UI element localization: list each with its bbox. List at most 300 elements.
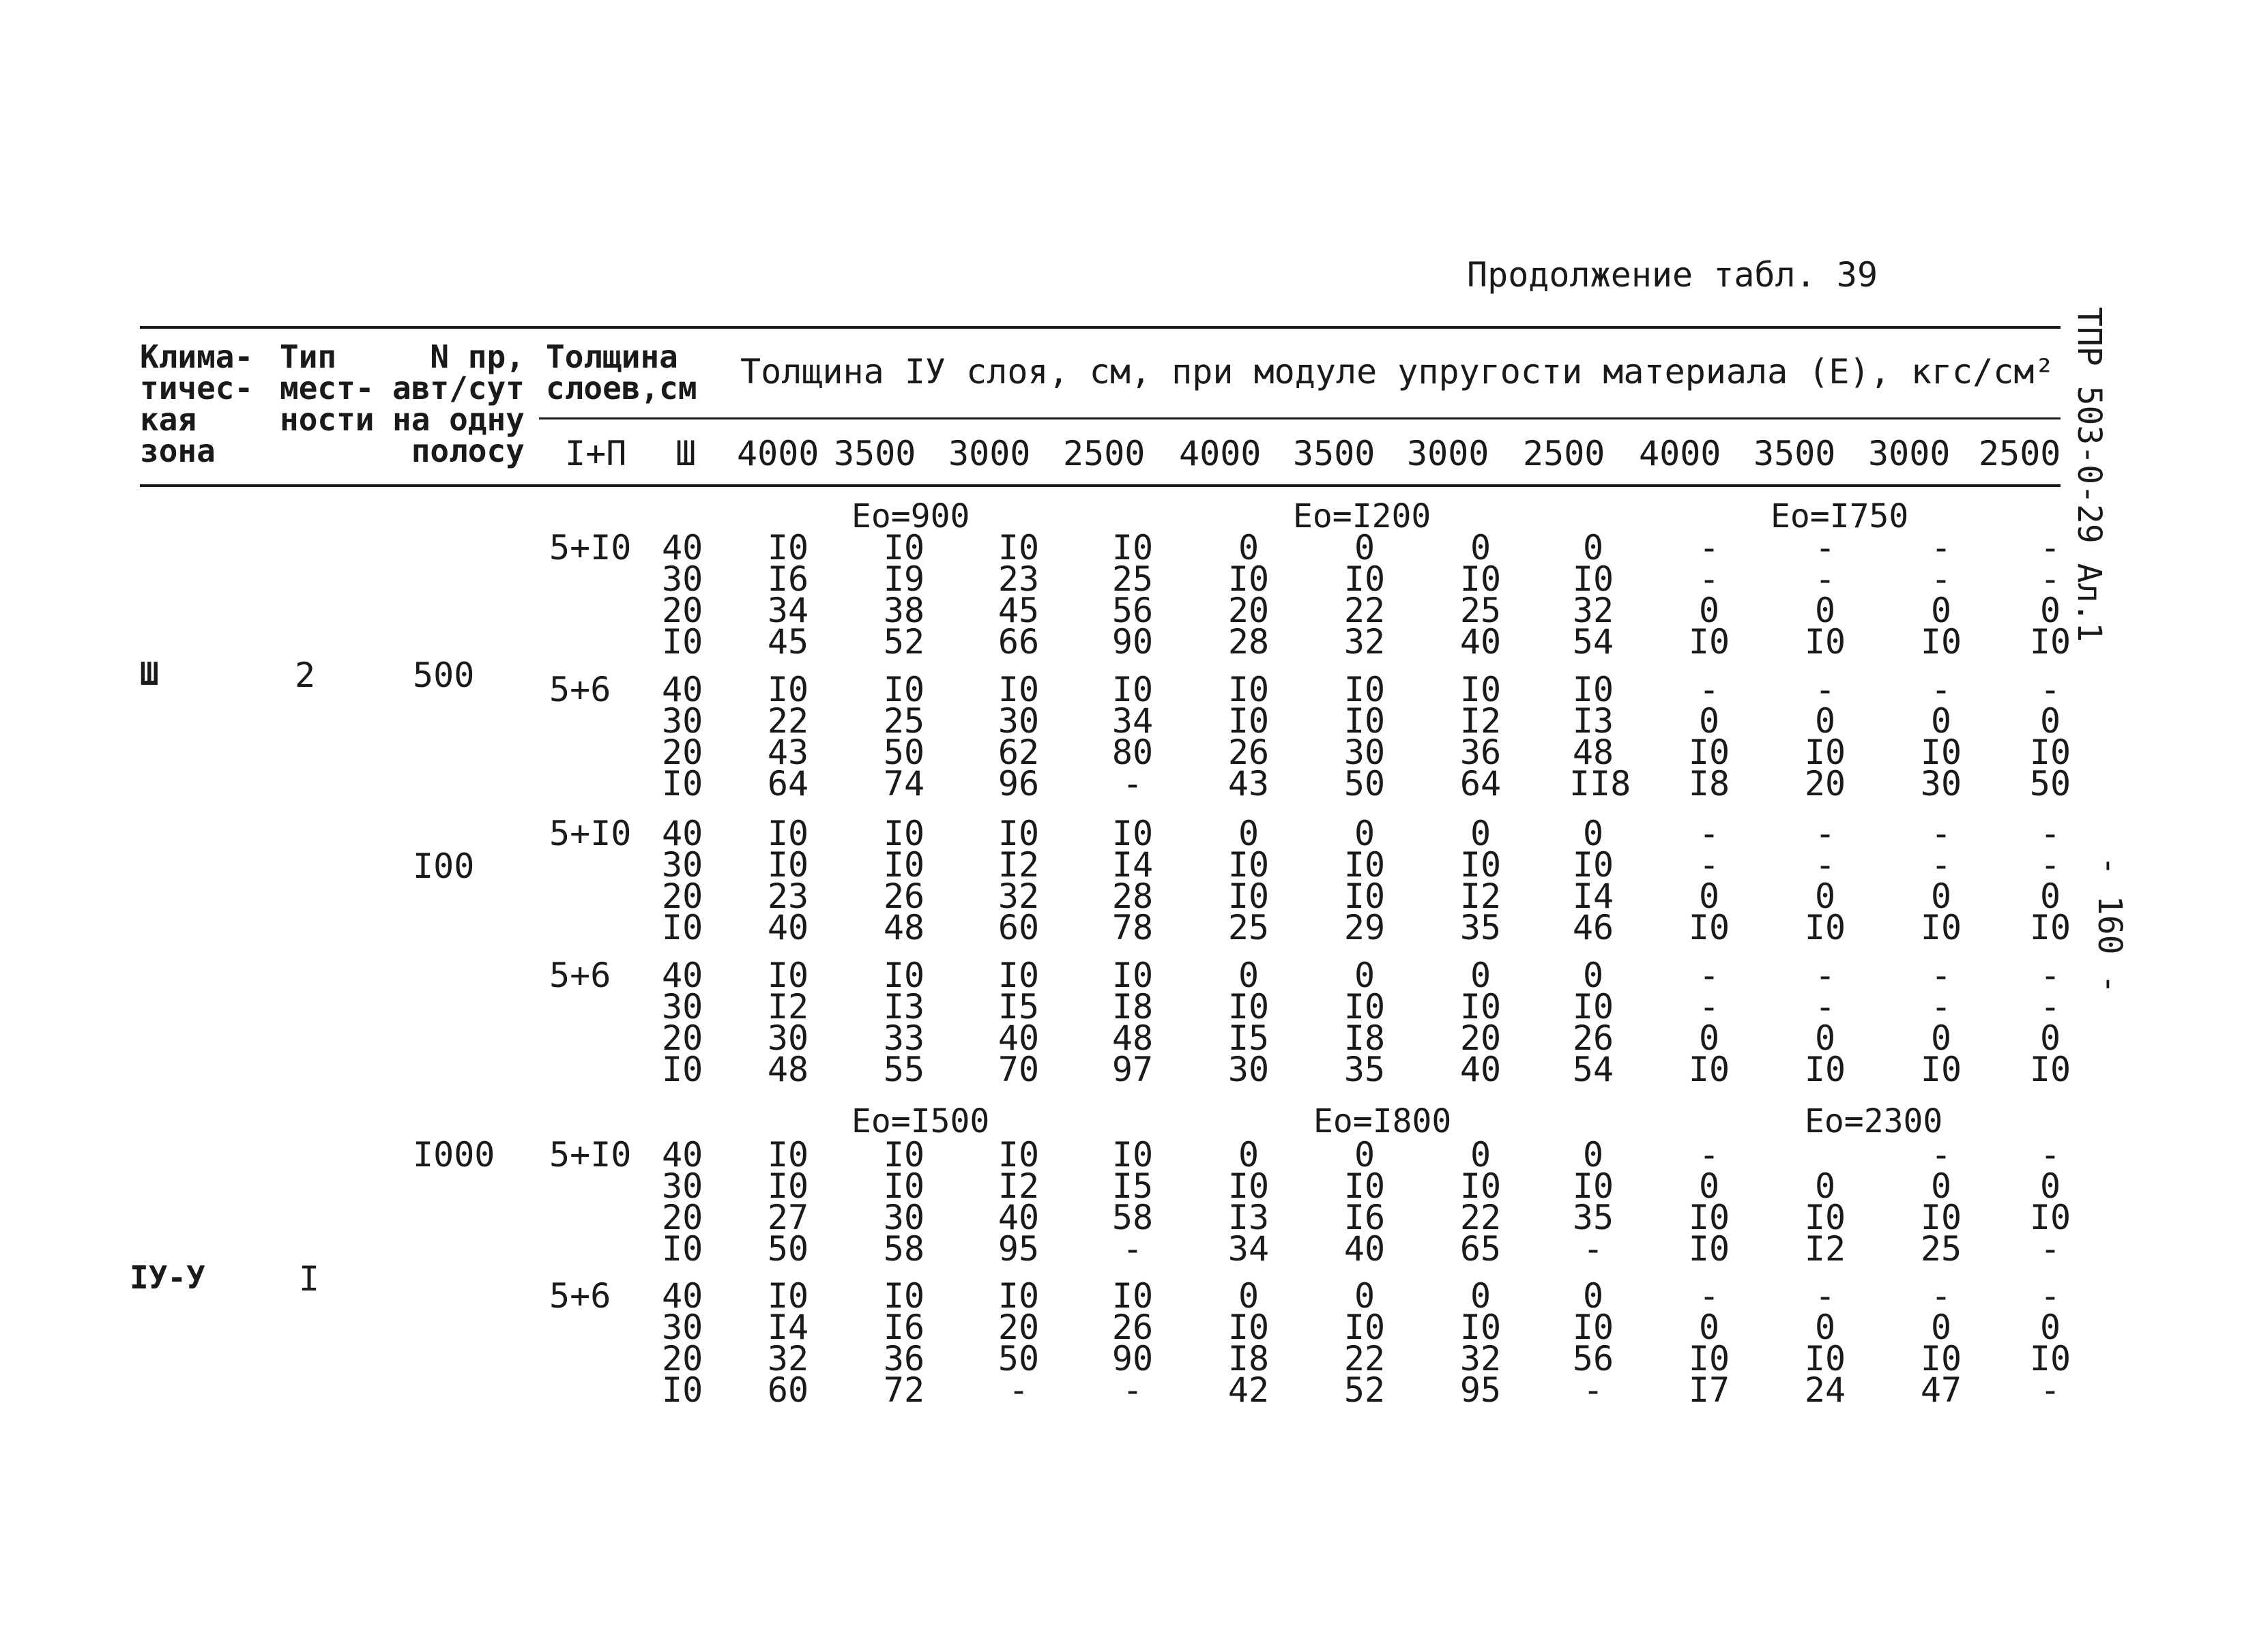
table-cell: 40 <box>662 956 703 995</box>
table-cell: 20 <box>1804 764 1846 803</box>
table-cell: I2 <box>998 845 1040 885</box>
table-cell: I0 <box>1459 559 1502 599</box>
table-cell: I0 <box>1459 1308 1502 1347</box>
table-cell: I0 <box>1688 733 1730 772</box>
table-cell: I0 <box>1572 670 1614 709</box>
table-cell: 40 <box>662 1135 703 1175</box>
document-code: ТПР 503-0-29 Ал.1 <box>2070 307 2108 643</box>
table-cell: 50 <box>767 1229 809 1269</box>
table-cell: I0 <box>1688 1339 1730 1378</box>
table-cell: 30 <box>883 1198 925 1237</box>
eo-label-bottom-3: Eo=2300 <box>1805 1102 1943 1140</box>
layer-thickness-label: 5+I0 <box>549 1135 632 1175</box>
table-cell: 42 <box>1227 1370 1270 1410</box>
table-cell: 40 <box>662 1276 703 1316</box>
table-cell: 0 <box>1470 956 1491 995</box>
table-cell: I0 <box>1227 670 1270 709</box>
table-cell: - <box>1814 987 1836 1027</box>
header-layer-thickness: Толщина слоев,см <box>546 338 697 407</box>
table-cell: I0 <box>1227 1308 1270 1347</box>
table-cell: 30 <box>1343 733 1386 772</box>
table-cell: 95 <box>1459 1370 1502 1410</box>
table-cell: 26 <box>883 876 925 916</box>
table-cell: 35 <box>1343 1050 1386 1089</box>
table-cell: 50 <box>2029 764 2071 803</box>
table-cell: I0 <box>1227 701 1270 741</box>
table-cell: 0 <box>2039 701 2061 741</box>
table-cell: 56 <box>1111 591 1154 630</box>
traffic-500: 500 <box>413 655 475 695</box>
table-cell: 0 <box>2039 1166 2061 1206</box>
layer-thickness-label: 5+6 <box>549 1276 611 1316</box>
table-cell: I0 <box>767 814 809 853</box>
header-zone: Клима- тичес- кая зона <box>140 338 254 469</box>
table-cell: 95 <box>998 1229 1040 1269</box>
table-cell: I0 <box>1804 622 1846 662</box>
table-cell: - <box>1930 987 1952 1027</box>
table-cell: I0 <box>1459 987 1502 1027</box>
table-cell: I0 <box>767 956 809 995</box>
table-cell: I0 <box>1459 670 1502 709</box>
layer-thickness-label: 5+6 <box>549 956 611 995</box>
table-cell: I0 <box>1920 1339 1962 1378</box>
table-cell: - <box>1930 956 1952 995</box>
table-cell: I0 <box>1343 559 1386 599</box>
table-cell: 48 <box>1111 1018 1154 1058</box>
table-cell: I0 <box>1227 987 1270 1027</box>
table-cell: I7 <box>1688 1370 1730 1410</box>
traffic-1000: I000 <box>413 1135 495 1175</box>
table-cell: 30 <box>998 701 1040 741</box>
eo-label-bottom-2: Eo=I800 <box>1313 1102 1452 1140</box>
table-cell: I0 <box>1111 670 1154 709</box>
table-cell: - <box>2039 845 2061 885</box>
table-cell: 20 <box>662 1018 703 1058</box>
table-cell: I0 <box>1227 876 1270 916</box>
table-cell: 27 <box>767 1198 809 1237</box>
layer-thickness-label: 5+I0 <box>549 528 632 567</box>
table-cell: I0 <box>1572 559 1614 599</box>
table-cell: I4 <box>1111 845 1154 885</box>
table-cell: 50 <box>1343 764 1386 803</box>
table-cell: 0 <box>1582 956 1604 995</box>
table-cell: 40 <box>998 1198 1040 1237</box>
table-cell: 34 <box>1111 701 1154 741</box>
table-cell: - <box>2039 1229 2061 1269</box>
table-cell: 65 <box>1459 1229 1502 1269</box>
table-cell: 20 <box>662 591 703 630</box>
table-cell: 0 <box>2039 1018 2061 1058</box>
table-cell: 48 <box>1572 733 1614 772</box>
table-cell: 96 <box>998 764 1040 803</box>
table-cell: 30 <box>662 1308 703 1347</box>
table-cell: 0 <box>1354 528 1375 567</box>
table-cell: 22 <box>1459 1198 1502 1237</box>
table-cell: I0 <box>883 845 925 885</box>
table-cell: - <box>2039 1370 2061 1410</box>
table-cell: 40 <box>1459 1050 1502 1089</box>
table-cell: 0 <box>1354 814 1375 853</box>
table-cell: 26 <box>1111 1308 1154 1347</box>
table-cell: I0 <box>1343 1166 1386 1206</box>
table-cell: 0 <box>1814 701 1836 741</box>
table-cell: 20 <box>662 733 703 772</box>
layer-thickness-label: 5+I0 <box>549 814 632 853</box>
table-cell: 26 <box>1227 733 1270 772</box>
table-cell: I0 <box>767 528 809 567</box>
table-cell: I0 <box>998 1276 1040 1316</box>
table-cell: 60 <box>998 908 1040 947</box>
header-traffic: N пр, авт/сут на одну полосу <box>392 338 525 469</box>
table-cell: - <box>1698 845 1720 885</box>
table-cell: I8 <box>1227 1339 1270 1378</box>
table-cell: - <box>1122 764 1144 803</box>
table-cell: I5 <box>998 987 1040 1027</box>
table-cell: 0 <box>2039 1308 2061 1347</box>
table-cell: - <box>1582 1370 1604 1410</box>
table-cell: 20 <box>662 1339 703 1378</box>
table-cell: 60 <box>767 1370 809 1410</box>
table-cell: I5 <box>1227 1018 1270 1058</box>
table-cell: - <box>1814 1276 1836 1316</box>
table-cell: 30 <box>662 987 703 1027</box>
table-cell: 29 <box>1343 908 1386 947</box>
table-cell: 50 <box>883 733 925 772</box>
table-cell: 0 <box>1698 1018 1720 1058</box>
table-cell: I0 <box>1688 1198 1730 1237</box>
table-cell: - <box>1698 814 1720 853</box>
table-cell: 0 <box>1930 876 1952 916</box>
table-cell: I6 <box>767 559 809 599</box>
table-cell: I0 <box>1111 1135 1154 1175</box>
table-cell: I0 <box>662 1370 703 1410</box>
table-cell: I3 <box>883 987 925 1027</box>
table-cell: 40 <box>1459 622 1502 662</box>
table-cell: 0 <box>1814 1018 1836 1058</box>
table-cell: 0 <box>1470 528 1491 567</box>
table-cell: 20 <box>662 876 703 916</box>
eo-label-bottom-1: Eo=I500 <box>851 1102 990 1140</box>
table-cell: - <box>1122 1370 1144 1410</box>
table-cell: 78 <box>1111 908 1154 947</box>
table-cell: I0 <box>1920 622 1962 662</box>
table-cell: - <box>1814 845 1836 885</box>
table-cell: 0 <box>1582 814 1604 853</box>
zone-label-3: Ш <box>140 655 159 692</box>
eo-label-top-1: Eo=900 <box>851 497 970 535</box>
table-cell: I3 <box>1572 701 1614 741</box>
table-cell: I0 <box>1572 1166 1614 1206</box>
table-cell: I0 <box>1920 1050 1962 1089</box>
table-cell: - <box>1814 956 1836 995</box>
table-cell: 0 <box>2039 591 2061 630</box>
table-cell: I0 <box>1343 701 1386 741</box>
table-cell: I0 <box>1343 1308 1386 1347</box>
table-cell: I0 <box>767 1276 809 1316</box>
table-cell: 25 <box>1920 1229 1962 1269</box>
table-cell: 36 <box>1459 733 1502 772</box>
table-cell: 32 <box>1343 622 1386 662</box>
table-cell: I5 <box>1111 1166 1154 1206</box>
zone-label-4-5: IУ-У <box>130 1259 205 1296</box>
table-cell: 25 <box>1227 908 1270 947</box>
table-cell: - <box>1698 956 1720 995</box>
table-cell: I4 <box>1572 876 1614 916</box>
traffic-100: I00 <box>413 846 475 886</box>
table-cell: I0 <box>998 956 1040 995</box>
table-cell: 0 <box>1930 1308 1952 1347</box>
table-cell: - <box>1930 1276 1952 1316</box>
table-cell: I0 <box>998 814 1040 853</box>
table-cell: 48 <box>883 908 925 947</box>
table-cell: I0 <box>662 908 703 947</box>
table-cell: - <box>2039 528 2061 567</box>
table-cell: 74 <box>883 764 925 803</box>
table-cell: I0 <box>1111 956 1154 995</box>
table-cell: I0 <box>1572 1308 1614 1347</box>
table-cell: 30 <box>662 1166 703 1206</box>
header-modulus: 2500 <box>1523 434 1605 473</box>
table-cell: 56 <box>1572 1339 1614 1378</box>
table-cell: 97 <box>1111 1050 1154 1089</box>
table-cell: 0 <box>1814 876 1836 916</box>
table-caption: Продолжение табл. 39 <box>1467 255 1878 295</box>
table-cell: - <box>2039 1135 2061 1175</box>
header-sublayer-1-2: I+П <box>565 434 627 473</box>
table-cell: - <box>1122 1229 1144 1269</box>
header-modulus: 3000 <box>948 434 1031 473</box>
table-cell: I2 <box>767 987 809 1027</box>
table-cell: 20 <box>1459 1018 1502 1058</box>
table-cell: - <box>2039 987 2061 1027</box>
terrain-type-1: I <box>299 1259 320 1299</box>
table-cell: 0 <box>1238 528 1259 567</box>
table-cell: I0 <box>662 1229 703 1269</box>
table-cell: I0 <box>1459 1166 1502 1206</box>
table-cell: - <box>2039 814 2061 853</box>
table-cell: I0 <box>2029 1198 2071 1237</box>
table-cell: 0 <box>1582 1276 1604 1316</box>
table-cell: 0 <box>1814 1166 1836 1206</box>
table-cell: 30 <box>662 845 703 885</box>
table-cell: 0 <box>1238 1276 1259 1316</box>
table-cell: I9 <box>883 559 925 599</box>
table-cell: 43 <box>1227 764 1270 803</box>
table-cell: I0 <box>1920 908 1962 947</box>
table-cell: 80 <box>1111 733 1154 772</box>
table-cell: 52 <box>883 622 925 662</box>
table-cell: 22 <box>767 701 809 741</box>
table-cell: 0 <box>1238 1135 1259 1175</box>
table-cell: 40 <box>767 908 809 947</box>
table-cell: - <box>2039 670 2061 709</box>
table-cell: - <box>2039 956 2061 995</box>
table-cell: 58 <box>1111 1198 1154 1237</box>
table-cell: I0 <box>1343 876 1386 916</box>
table-cell: I3 <box>1227 1198 1270 1237</box>
table-cell: 30 <box>1227 1050 1270 1089</box>
header-main-title: Толщина IУ слоя, см, при модуле упругости материала (Е), кгс/см² <box>740 352 2055 392</box>
table-cell: 66 <box>998 622 1040 662</box>
table-cell: 0 <box>1814 591 1836 630</box>
table-cell: - <box>1698 528 1720 567</box>
table-cell: - <box>1582 1229 1604 1269</box>
table-cell: I0 <box>767 670 809 709</box>
table-cell: 23 <box>767 876 809 916</box>
table-cell: 90 <box>1111 622 1154 662</box>
table-cell: I8 <box>1111 987 1154 1027</box>
table-cell: - <box>1930 1135 1952 1175</box>
header-modulus: 2500 <box>1979 434 2061 473</box>
table-cell: 40 <box>998 1018 1040 1058</box>
header-modulus: 3000 <box>1868 434 1951 473</box>
table-cell: I0 <box>1572 845 1614 885</box>
table-cell: 45 <box>767 622 809 662</box>
table-cell: 20 <box>998 1308 1040 1347</box>
table-cell: - <box>1814 559 1836 599</box>
table-cell: 0 <box>1698 876 1720 916</box>
table-cell: 20 <box>1227 591 1270 630</box>
table-cell: I0 <box>1111 1276 1154 1316</box>
table-cell: I0 <box>1343 845 1386 885</box>
table-cell: I0 <box>2029 1050 2071 1089</box>
table-cell: 35 <box>1459 908 1502 947</box>
table-cell: 0 <box>1698 1308 1720 1347</box>
table-cell: 0 <box>1930 1018 1952 1058</box>
table-cell: - <box>1930 559 1952 599</box>
table-cell: 0 <box>1354 956 1375 995</box>
table-cell: I4 <box>767 1308 809 1347</box>
table-cell: I0 <box>998 528 1040 567</box>
table-cell: I0 <box>1804 1339 1846 1378</box>
table-cell: 0 <box>1930 701 1952 741</box>
table-cell: - <box>1814 814 1836 853</box>
table-cell: 0 <box>1582 1135 1604 1175</box>
table-cell: I0 <box>1227 1166 1270 1206</box>
table-cell: 26 <box>1572 1018 1614 1058</box>
table-cell: 20 <box>662 1198 703 1237</box>
table-cell: 0 <box>1698 1166 1720 1206</box>
table-cell: I0 <box>1343 987 1386 1027</box>
table-cell: 33 <box>883 1018 925 1058</box>
table-cell: 64 <box>767 764 809 803</box>
table-cell: - <box>1930 528 1952 567</box>
table-cell: I0 <box>767 1166 809 1206</box>
table-cell: I6 <box>883 1308 925 1347</box>
table-cell: I2 <box>1804 1229 1846 1269</box>
table-cell: 0 <box>1930 591 1952 630</box>
table-cell: I0 <box>2029 733 2071 772</box>
table-cell: I0 <box>1804 733 1846 772</box>
table-cell: 45 <box>998 591 1040 630</box>
table-cell: I0 <box>1111 814 1154 853</box>
table-cell: 30 <box>662 559 703 599</box>
table-cell: 0 <box>2039 876 2061 916</box>
table-cell: I0 <box>1227 559 1270 599</box>
header-modulus: 3500 <box>1293 434 1375 473</box>
table-cell: I8 <box>1343 1018 1386 1058</box>
table-cell: I0 <box>1804 908 1846 947</box>
table-cell: 32 <box>1572 591 1614 630</box>
table-cell: 30 <box>662 701 703 741</box>
table-cell: - <box>2039 1276 2061 1316</box>
table-cell: I0 <box>1920 1198 1962 1237</box>
table-cell: 35 <box>1572 1198 1614 1237</box>
table-cell: 50 <box>998 1339 1040 1378</box>
terrain-type-2: 2 <box>295 655 316 695</box>
table-cell: 0 <box>1698 701 1720 741</box>
table-cell: 0 <box>1814 1308 1836 1347</box>
table-cell: 52 <box>1343 1370 1386 1410</box>
header-modulus: 4000 <box>1639 434 1721 473</box>
table-cell: 25 <box>883 701 925 741</box>
header-modulus: 3500 <box>834 434 916 473</box>
table-cell: 0 <box>1930 1166 1952 1206</box>
table-cell: I2 <box>1459 701 1502 741</box>
table-cell: 64 <box>1459 764 1502 803</box>
table-cell: 34 <box>767 591 809 630</box>
page-number: - 160 - <box>2091 856 2129 994</box>
table-cell: 30 <box>1920 764 1962 803</box>
table-cell: I0 <box>1688 622 1730 662</box>
table-cell: I0 <box>767 845 809 885</box>
table-cell: 36 <box>883 1339 925 1378</box>
table-cell: 0 <box>1354 1135 1375 1175</box>
table-cell: - <box>1930 845 1952 885</box>
table-cell: 70 <box>998 1050 1040 1089</box>
header-modulus: 2500 <box>1063 434 1146 473</box>
table-cell: 40 <box>662 528 703 567</box>
table-cell: I0 <box>883 1135 925 1175</box>
table-cell: - <box>1814 528 1836 567</box>
table-cell: I0 <box>2029 622 2071 662</box>
table-cell: - <box>1698 670 1720 709</box>
header-modulus: 4000 <box>737 434 819 473</box>
table-cell: 54 <box>1572 622 1614 662</box>
table-cell: I0 <box>1688 1050 1730 1089</box>
table-cell: 32 <box>767 1339 809 1378</box>
table-cell: I0 <box>1459 845 1502 885</box>
table-cell: I0 <box>883 1276 925 1316</box>
table-cell: - <box>1698 1135 1720 1175</box>
table-cell: I6 <box>1343 1198 1386 1237</box>
top-rule <box>140 326 2061 329</box>
table-cell: I0 <box>883 956 925 995</box>
table-cell: 72 <box>883 1370 925 1410</box>
table-cell: 43 <box>767 733 809 772</box>
table-cell: 22 <box>1343 1339 1386 1378</box>
header-subrule <box>539 417 2061 419</box>
table-cell: I2 <box>1459 876 1502 916</box>
table-cell: 62 <box>998 733 1040 772</box>
eo-label-top-3: Eo=I750 <box>1771 497 1909 535</box>
table-cell: - <box>1814 670 1836 709</box>
table-cell: I0 <box>998 670 1040 709</box>
table-cell: I0 <box>767 1135 809 1175</box>
table-cell: 34 <box>1227 1229 1270 1269</box>
table-cell: 54 <box>1572 1050 1614 1089</box>
table-cell: 0 <box>1470 1276 1491 1316</box>
table-cell: 32 <box>1459 1339 1502 1378</box>
eo-label-top-2: Eo=I200 <box>1293 497 1431 535</box>
table-cell: 0 <box>1238 956 1259 995</box>
table-cell: I0 <box>662 622 703 662</box>
table-cell: I0 <box>1804 1198 1846 1237</box>
table-cell: I0 <box>1343 670 1386 709</box>
table-cell: 40 <box>1343 1229 1386 1269</box>
table-cell: - <box>2039 559 2061 599</box>
table-cell: - <box>1698 987 1720 1027</box>
